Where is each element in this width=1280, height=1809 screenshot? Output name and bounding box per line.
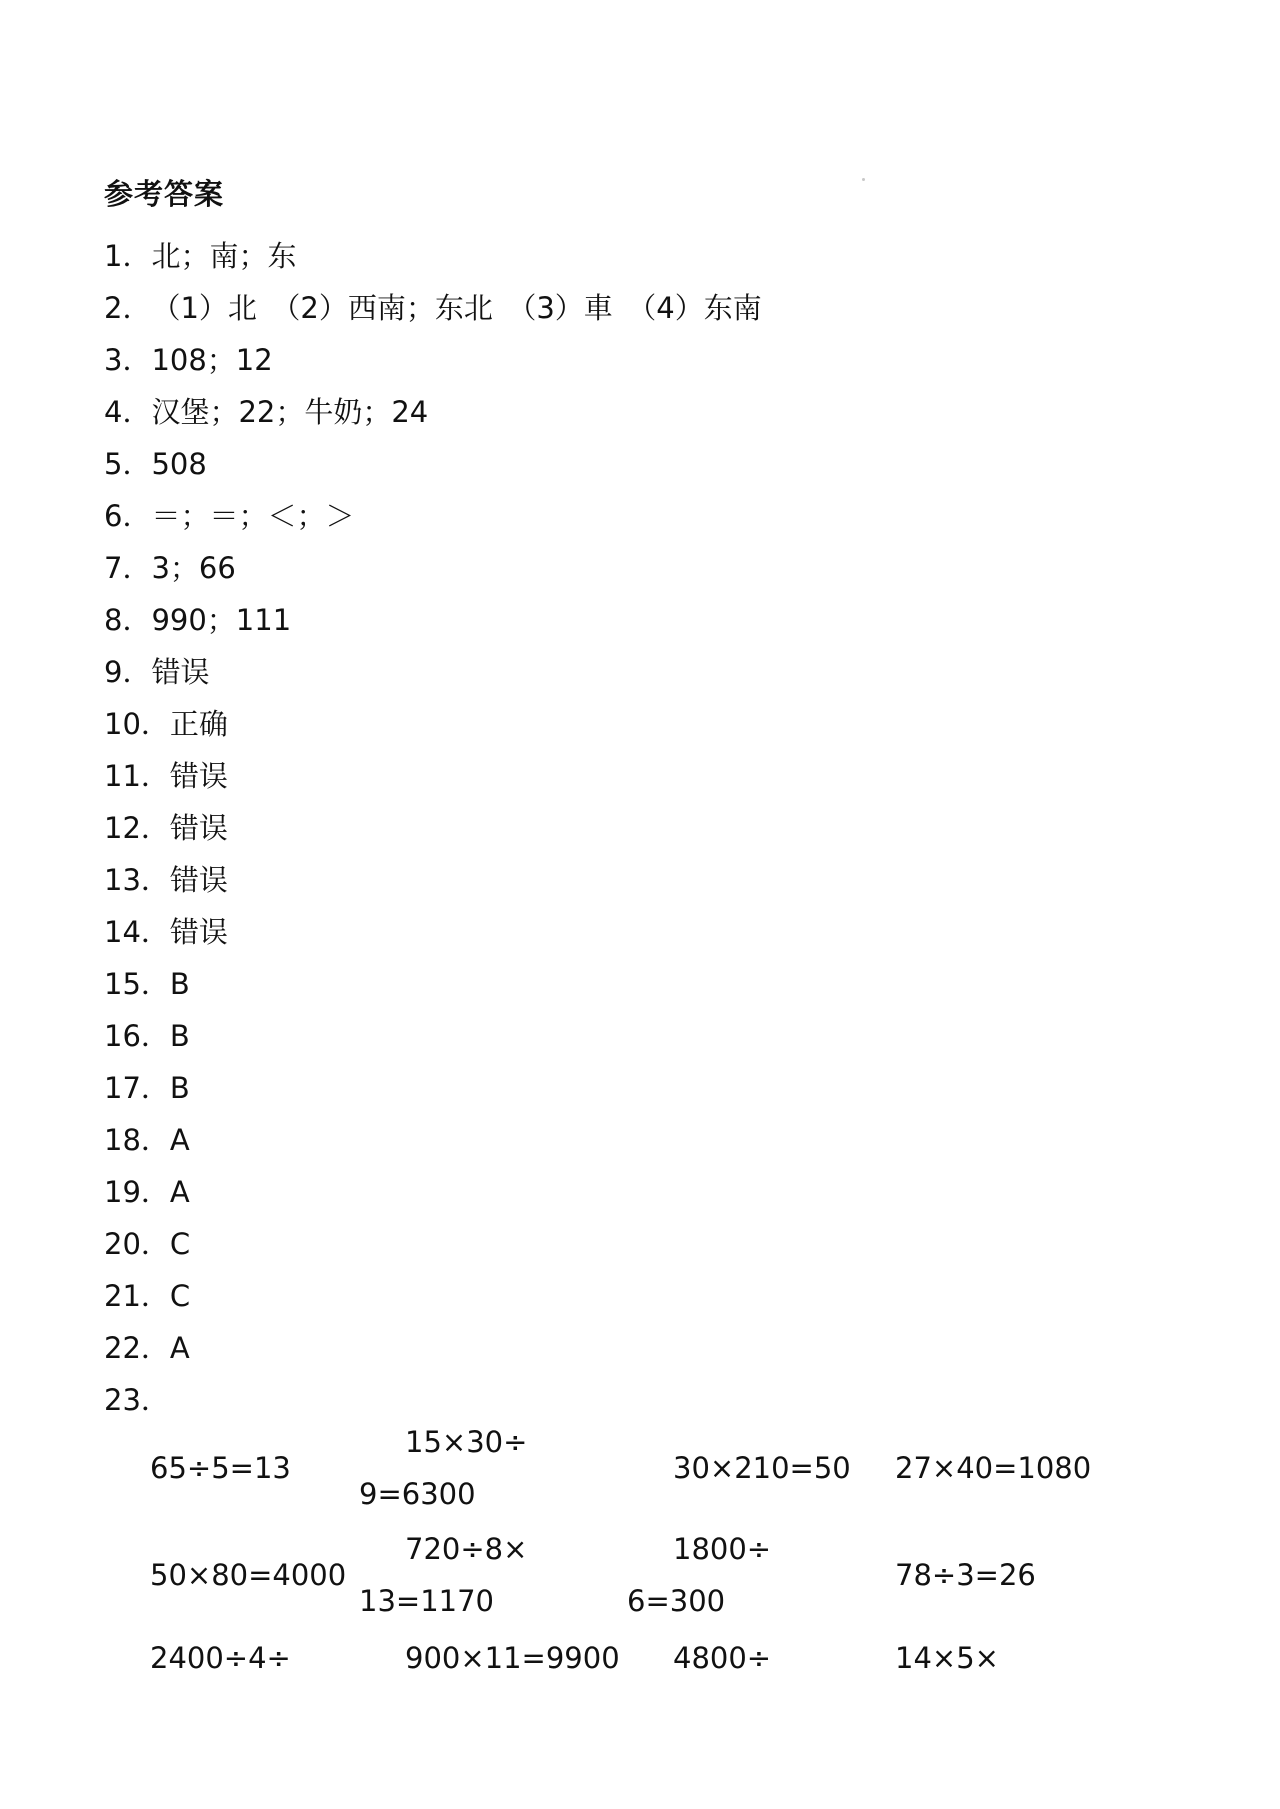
answer-text: A — [169, 1175, 190, 1209]
answer-item — [104, 1218, 762, 1270]
calc-r2c2 — [359, 1523, 528, 1627]
answer-text: 正确 — [169, 707, 228, 741]
answer-text: 错误 — [169, 759, 228, 793]
answer-number: 8． — [104, 603, 152, 637]
answer-number: 16． — [104, 1019, 170, 1053]
calc-r2c3-line1: 1800÷ — [673, 1532, 772, 1566]
answer-number: 19． — [104, 1175, 170, 1209]
answer-item — [104, 386, 762, 438]
answer-number: 15． — [104, 967, 170, 1001]
calc-r3c4: 14×5× — [895, 1641, 999, 1675]
answer-item — [104, 542, 762, 594]
answer-number: 9． — [104, 655, 152, 689]
answer-number: 23． — [104, 1383, 170, 1417]
answer-item — [104, 906, 762, 958]
answer-text: C — [169, 1279, 191, 1313]
answer-number: 5． — [104, 447, 152, 481]
answer-item — [104, 1322, 762, 1374]
calc-r1c2-line1: 15×30÷ — [405, 1425, 528, 1459]
answer-number: 21． — [104, 1279, 170, 1313]
answer-text: ＝；＝；＜；＞ — [151, 499, 355, 533]
answer-text: 990；111 — [151, 603, 292, 637]
answer-text: 北；南；东 — [151, 239, 297, 273]
answer-text: 508 — [151, 447, 207, 481]
answer-number: 3． — [104, 343, 152, 377]
answer-item — [104, 1062, 762, 1114]
answer-text: 3；66 — [151, 551, 236, 585]
answer-item — [104, 854, 762, 906]
calc-r2c3 — [627, 1523, 772, 1627]
answer-number: 14． — [104, 915, 170, 949]
calc-r1c1: 65÷5=13 — [150, 1451, 291, 1485]
calc-r2c2-line2: 13=1170 — [359, 1584, 495, 1618]
answer-text: B — [169, 1019, 190, 1053]
answer-number: 4． — [104, 395, 152, 429]
answer-item — [104, 438, 762, 490]
answer-number: 11． — [104, 759, 170, 793]
answer-text: 错误 — [169, 863, 228, 897]
answer-text: （1）北 （2）西南；东北 （3）車 （4）东南 — [151, 291, 762, 325]
answer-number: 1． — [104, 239, 152, 273]
answer-item — [104, 1166, 762, 1218]
answer-number: 12． — [104, 811, 170, 845]
answer-number: 22． — [104, 1331, 170, 1365]
page-mark — [862, 178, 865, 181]
answer-text: 错误 — [151, 655, 210, 689]
answer-list — [104, 230, 762, 1426]
answer-item — [104, 1270, 762, 1322]
answer-item — [104, 282, 762, 334]
answer-number: 7． — [104, 551, 152, 585]
answer-item — [104, 802, 762, 854]
calc-r2c3-line2: 6=300 — [627, 1584, 726, 1618]
answer-item — [104, 1010, 762, 1062]
answer-text: 错误 — [169, 915, 228, 949]
answer-number: 6． — [104, 499, 152, 533]
calc-r1c4: 27×40=1080 — [895, 1451, 1092, 1485]
calc-r2c2-line1: 720÷8× — [405, 1532, 528, 1566]
answer-item — [104, 334, 762, 386]
answer-item — [104, 490, 762, 542]
answer-text: B — [169, 1071, 190, 1105]
calc-r1c3: 30×210=50 — [673, 1451, 851, 1485]
answer-text: 汉堡；22；牛奶；24 — [151, 395, 429, 429]
answer-item — [104, 594, 762, 646]
answer-item — [104, 646, 762, 698]
calc-r3c2: 900×11=9900 — [405, 1641, 620, 1675]
page-heading: 参考答案 — [104, 177, 225, 211]
answer-number: 10． — [104, 707, 170, 741]
calc-r2c4: 78÷3=26 — [895, 1558, 1036, 1592]
answer-text: A — [169, 1123, 190, 1157]
answer-item — [104, 698, 762, 750]
answer-item — [104, 958, 762, 1010]
answer-item — [104, 750, 762, 802]
answer-number: 17． — [104, 1071, 170, 1105]
answer-text: A — [169, 1331, 190, 1365]
answer-text: 108；12 — [151, 343, 273, 377]
answer-text: B — [169, 967, 190, 1001]
answer-number: 13． — [104, 863, 170, 897]
calc-r3c1: 2400÷4÷ — [150, 1641, 291, 1675]
calc-r1c2-line2: 9=6300 — [359, 1477, 476, 1511]
answer-item — [104, 230, 762, 282]
answer-number: 20． — [104, 1227, 170, 1261]
answer-number: 18． — [104, 1123, 170, 1157]
answer-text: C — [169, 1227, 191, 1261]
answer-item — [104, 1114, 762, 1166]
calc-r1c2 — [359, 1416, 528, 1520]
answer-text: 错误 — [169, 811, 228, 845]
calc-r2c1: 50×80=4000 — [150, 1558, 347, 1592]
answer-number: 2． — [104, 291, 152, 325]
calc-r3c3: 4800÷ — [673, 1641, 772, 1675]
